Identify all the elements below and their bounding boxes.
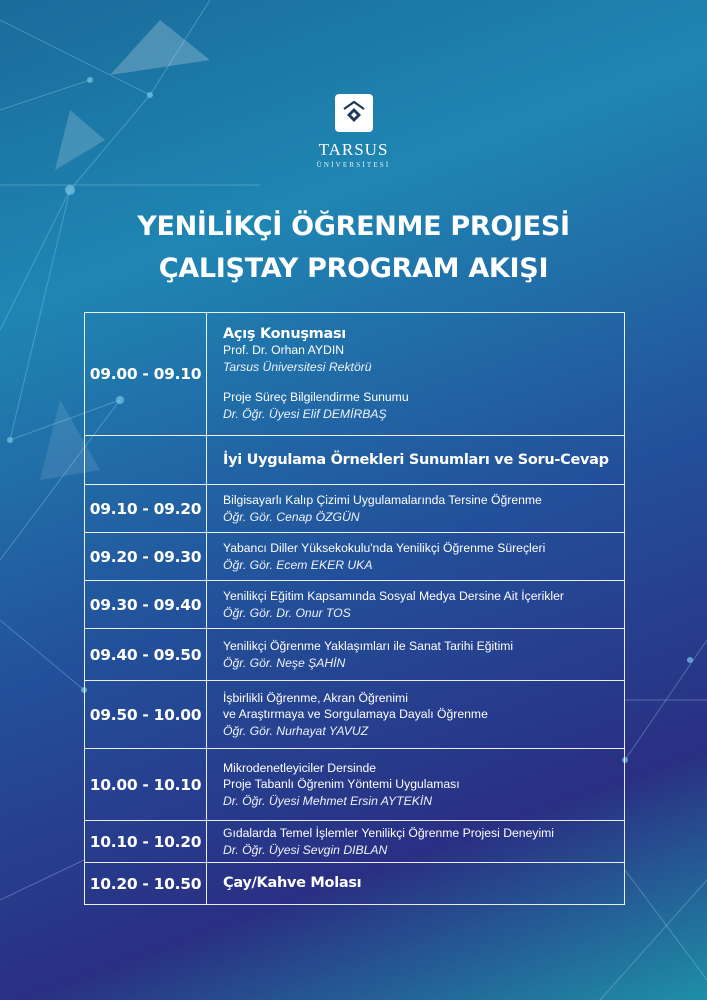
talk-title-line-1: İşbirlikli Öğrenme, Akran Öğrenimi <box>223 690 408 705</box>
logo-emblem <box>335 94 373 132</box>
content-cell <box>207 863 625 905</box>
speaker-name: Prof. Dr. Orhan AYDIN <box>223 343 345 358</box>
table-row <box>85 313 625 436</box>
talk-title: Yabancı Diller Yüksekokulu'nda Yenilikçi Öğrenme Süreçleri <box>223 541 546 555</box>
talk-title-line-2: ve Araştırmaya ve Sorgulamaya Dayalı Öğrenme <box>223 707 488 722</box>
time-cell: 09.50 - 10.00 <box>85 681 207 749</box>
session-heading: Çay/Kahve Molası <box>223 875 362 892</box>
time-cell: 09.40 - 09.50 <box>85 629 207 681</box>
university-logo <box>0 94 707 169</box>
table-row <box>85 581 625 629</box>
logo-name: TARSUS <box>318 140 389 159</box>
speaker-name: Dr. Öğr. Üyesi Sevgin DIBLAN <box>223 842 388 857</box>
speaker-role: Tarsus Üniversitesi Rektörü <box>223 359 372 374</box>
table-row <box>85 749 625 821</box>
emblem-icon <box>341 100 367 126</box>
content-cell <box>207 533 625 581</box>
table-row <box>85 863 625 905</box>
time-cell: 10.20 - 10.50 <box>85 863 207 905</box>
content-cell <box>207 681 625 749</box>
content-cell <box>207 821 625 863</box>
session-heading: Açış Konuşması <box>223 325 346 342</box>
time-cell <box>85 436 207 485</box>
table-row <box>85 629 625 681</box>
page-title <box>0 206 707 290</box>
time-cell: 10.10 - 10.20 <box>85 821 207 863</box>
time-cell: 09.10 - 09.20 <box>85 485 207 533</box>
content-cell <box>207 313 625 436</box>
talk-title-line-2: Proje Tabanlı Öğrenim Yöntemi Uygulaması <box>223 777 460 792</box>
talk-title: Yenilikçi Öğrenme Yaklaşımları ile Sanat Tarihi Eğitimi <box>223 639 514 653</box>
table-row <box>85 533 625 581</box>
table-row <box>85 485 625 533</box>
speaker-name: Dr. Öğr. Üyesi Mehmet Ersin AYTEKİN <box>223 793 433 808</box>
speaker-name: Öğr. Gör. Dr. Onur TOS <box>223 605 351 620</box>
talk-title: Yenilikçi Eğitim Kapsamında Sosyal Medya Dersine Ait İçerikler <box>223 589 564 603</box>
content-cell <box>207 436 625 485</box>
content-cell <box>207 749 625 821</box>
speaker-name: Öğr. Gör. Ecem EKER UKA <box>223 557 373 572</box>
table-row <box>85 681 625 749</box>
talk-title: Gıdalarda Temel İşlemler Yenilikçi Öğrenme Projesi Deneyimi <box>223 826 555 840</box>
speaker-name: Dr. Öğr. Üyesi Elif DEMİRBAŞ <box>223 406 387 421</box>
time-cell: 09.30 - 09.40 <box>85 581 207 629</box>
content-cell <box>207 581 625 629</box>
session-heading: İyi Uygulama Örnekleri Sunumları ve Soru-Cevap <box>223 451 609 468</box>
talk-title: Proje Süreç Bilgilendirme Sunumu <box>223 390 409 405</box>
speaker-name: Öğr. Gör. Nurhayat YAVUZ <box>223 723 369 738</box>
title-line-1: YENİLİKÇİ ÖĞRENME PROJESİ <box>137 211 570 242</box>
program-table <box>84 312 625 905</box>
content-cell <box>207 629 625 681</box>
speaker-name: Öğr. Gör. Cenap ÖZGÜN <box>223 509 360 524</box>
logo-subtitle: ÜNİVERSİTESİ <box>316 161 391 169</box>
time-cell: 10.00 - 10.10 <box>85 749 207 821</box>
title-line-2: ÇALIŞTAY PROGRAM AKIŞI <box>158 253 549 284</box>
speaker-name: Öğr. Gör. Neşe ŞAHİN <box>223 655 346 670</box>
table-row <box>85 821 625 863</box>
time-cell: 09.00 - 09.10 <box>85 313 207 436</box>
table-row <box>85 436 625 485</box>
time-cell: 09.20 - 09.30 <box>85 533 207 581</box>
content-cell <box>207 485 625 533</box>
talk-title-line-1: Mikrodenetleyiciler Dersinde <box>223 760 377 775</box>
talk-title: Bilgisayarlı Kalıp Çizimi Uygulamalarında Tersine Öğrenme <box>223 493 542 507</box>
